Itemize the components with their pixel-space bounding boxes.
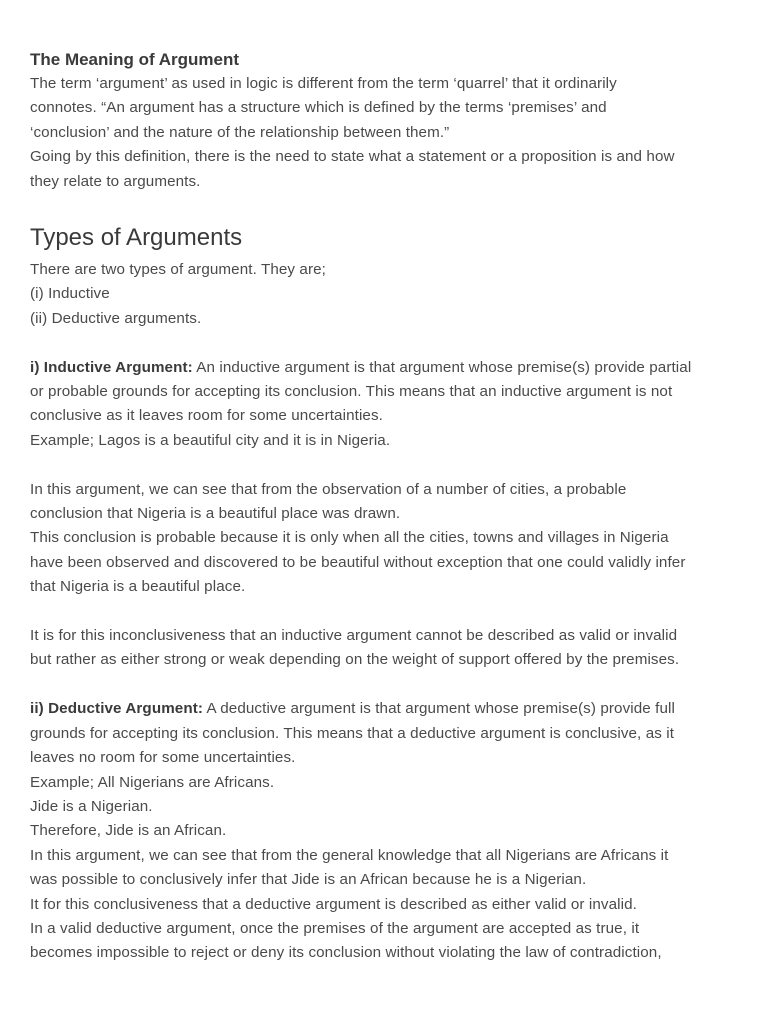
types-intro — [30, 258, 738, 331]
text-line: leaves no room for some uncertainties. — [30, 749, 296, 767]
text-line: was possible to conclusively infer that Jide is an African because he is a Nigerian. — [30, 871, 587, 889]
text-line: In this argument, we can see that from the observation of a number of cities, a probable — [30, 480, 627, 498]
text-line: grounds for accepting its conclusion. This means that a deductive argument is conclusive, as it — [30, 724, 675, 742]
text-line: have been observed and discovered to be beautiful without exception that one could validly infer — [30, 553, 686, 571]
text-line: connotes. “An argument has a structure which is defined by the terms ‘premises’ and — [30, 99, 607, 117]
deductive-label: ii) Deductive Argument: — [30, 700, 204, 718]
meaning-paragraph — [30, 72, 738, 194]
inductive-definition-start: An inductive argument is that argument whose premise(s) provide partial — [192, 358, 692, 376]
text-line — [30, 697, 738, 721]
text-line: In this argument, we can see that from the general knowledge that all Nigerians are Africans it — [30, 846, 669, 864]
text-line: Jide is a Nigerian. — [30, 797, 153, 815]
text-line: There are two types of argument. They are; — [30, 261, 327, 279]
example-line: Example; All Nigerians are Africans. — [30, 773, 275, 791]
inductive-section — [30, 356, 738, 673]
text-line: It is for this inconclusiveness that an inductive argument cannot be described as valid or invalid — [30, 627, 678, 645]
text-line: conclusive as it leaves room for some uncertainties. — [30, 407, 383, 425]
text-line: becomes impossible to reject or deny its conclusion without violating the law of contradiction, — [30, 944, 662, 962]
text-line: conclusion that Nigeria is a beautiful place was drawn. — [30, 505, 401, 523]
text-line — [30, 356, 738, 380]
text-line: that Nigeria is a beautiful place. — [30, 578, 246, 596]
text-line: In a valid deductive argument, once the premises of the argument are accepted as true, it — [30, 919, 640, 937]
section-heading-types: Types of Arguments — [30, 224, 243, 252]
list-item-inductive: (i) Inductive — [30, 285, 110, 303]
deductive-section — [30, 697, 738, 965]
text-line: It for this conclusiveness that a deductive argument is described as either valid or invalid. — [30, 895, 637, 913]
text-line: but rather as either strong or weak depending on the weight of support offered by the premises. — [30, 651, 680, 669]
text-line: ‘conclusion’ and the nature of the relationship between them.” — [30, 123, 450, 141]
text-line: Going by this definition, there is the need to state what a statement or a proposition is and how — [30, 148, 675, 166]
deductive-definition-start: A deductive argument is that argument whose premise(s) provide full — [203, 700, 675, 718]
section-heading-meaning: The Meaning of Argument — [30, 50, 240, 69]
text-line: Therefore, Jide is an African. — [30, 822, 227, 840]
text-line: they relate to arguments. — [30, 172, 201, 190]
list-item-deductive: (ii) Deductive arguments. — [30, 309, 202, 327]
text-line: The term ‘argument’ as used in logic is different from the term ‘quarrel’ that it ordinarily — [30, 75, 617, 92]
inductive-label: i) Inductive Argument: — [30, 358, 193, 376]
example-line: Example; Lagos is a beautiful city and it is in Nigeria. — [30, 431, 391, 449]
text-line: This conclusion is probable because it is only when all the cities, towns and villages in Nigeria — [30, 529, 669, 547]
text-line: or probable grounds for accepting its conclusion. This means that an inductive argument is not — [30, 383, 673, 401]
